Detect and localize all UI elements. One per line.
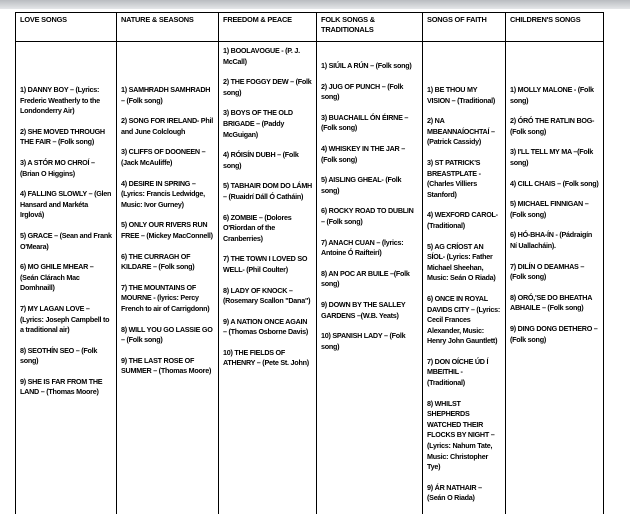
song-item: 8) AN POC AR BUILE –(Folk song) — [321, 269, 418, 290]
song-item: 2) SONG FOR IRELAND- Phil and June Colclough — [121, 116, 214, 137]
song-item: 2) JUG OF PUNCH – (Folk song) — [321, 82, 418, 103]
song-item: 7) MY LAGAN LOVE – (Lyrics: Joseph Campbell to a traditional air) — [20, 304, 112, 336]
header-row — [16, 13, 604, 42]
song-item: 3) I'LL TELL MY MA –(Folk song) — [510, 147, 599, 168]
song-item: 7) DILÍN O DEAMHAS – (Folk song) — [510, 262, 599, 283]
song-item: 6) THE CURRAGH OF KILDARE – (Folk song) — [121, 252, 214, 273]
song-item: 1) SIÚIL A RÚN – (Folk song) — [321, 61, 418, 72]
song-item: 6) ZOMBIE – (Dolores O'Riordan of the Cranberries) — [223, 213, 312, 245]
song-item: 4) RÓISÍN DUBH – (Folk song) — [223, 150, 312, 171]
song-item: 4) CILL CHAIS – (Folk song) — [510, 179, 599, 190]
song-item: 8) SEOTHÍN SEO – (Folk song) — [20, 346, 112, 367]
column-cell — [423, 42, 506, 514]
column-cell — [317, 42, 423, 514]
song-item: 5) ONLY OUR RIVERS RUN FREE – (Mickey MacConnell) — [121, 220, 214, 241]
song-item: 2) ÓRÓ THE RATLIN BOG- (Folk song) — [510, 116, 599, 137]
song-item: 8) ORÓ,'SE DO BHEATHA ABHAILE – (Folk song) — [510, 293, 599, 314]
song-item: 2) SHE MOVED THROUGH THE FAIR – (Folk song) — [20, 127, 112, 148]
song-item: 9) ÁR NATHAIR – (Seán O Riada) — [427, 483, 501, 504]
column-header: SONGS OF FAITH — [423, 13, 506, 42]
column-cell — [117, 42, 219, 514]
song-item: 7) DON OÍCHE ÚD Í MBEITHIL - (Traditional) — [427, 357, 501, 389]
song-item: 9) DOWN BY THE SALLEY GARDENS –(W.B. Yeats) — [321, 300, 418, 321]
song-item: 7) THE TOWN I LOVED SO WELL- (Phil Coulter) — [223, 254, 312, 275]
song-item: 4) WEXFORD CAROL- (Traditional) — [427, 210, 501, 231]
column-cell — [16, 42, 117, 514]
song-item: 4) DESIRE IN SPRING – (Lyrics: Francis Ledwidge, Music: Ivor Gurney) — [121, 179, 214, 211]
song-item: 6) MO GHILE MHEAR – (Seán Clárach Mac Domhnaill) — [20, 262, 112, 294]
song-item: 8) LADY OF KNOCK – (Rosemary Scallon "Dana") — [223, 286, 312, 307]
song-item: 3) BOYS OF THE OLD BRIGADE – (Paddy McGuigan) — [223, 108, 312, 140]
song-item: 1) DANNY BOY – (Lyrics: Frederic Weatherly to the Londonderry Air) — [20, 85, 112, 117]
song-item: 7) THE MOUNTAINS OF MOURNE - (lyrics: Percy French to air of Carrigdonn) — [121, 283, 214, 315]
song-item: 2) NA MBEANNAÍOCHTAÍ – (Patrick Cassidy) — [427, 116, 501, 148]
song-item: 5) TABHAIR DOM DO LÁMH – (Ruaidrí Dáll Ó Catháin) — [223, 181, 312, 202]
song-item: 6) ONCE IN ROYAL DAVIDS CITY – (Lyrics: Cecil Frances Alexander, Music: Henry John Gauntlett) — [427, 294, 501, 347]
song-item: 8) WHILST SHEPHERDS WATCHED THEIR FLOCKS BY NIGHT – (Lyrics: Nahum Tate, Music: Christopher Tye) — [427, 399, 501, 473]
column-cell — [506, 42, 604, 514]
song-item: 8) WILL YOU GO LASSIE GO – (Folk song) — [121, 325, 214, 346]
column-cell — [219, 42, 317, 514]
song-item: 1) SAMHRADH SAMHRADH – (Folk song) — [121, 85, 214, 106]
song-item: 10) SPANISH LADY – (Folk song) — [321, 331, 418, 352]
song-table — [15, 12, 604, 514]
song-item: 6) ROCKY ROAD TO DUBLIN – (Folk song) — [321, 206, 418, 227]
song-item: 3) A STÓR MO CHROÍ – (Brian O Higgins) — [20, 158, 112, 179]
song-item: 9) A NATION ONCE AGAIN – (Thomas Osborne Davis) — [223, 317, 312, 338]
song-item: 9) THE LAST ROSE OF SUMMER – (Thomas Moore) — [121, 356, 214, 377]
song-item: 3) ST PATRICK'S BREASTPLATE - (Charles Villiers Stanford) — [427, 158, 501, 200]
column-header: FREEDOM & PEACE — [219, 13, 317, 42]
song-item: 6) HÓ-BHA-ÍN - (Pádraigín Ní Uallacháin). — [510, 230, 599, 251]
song-item: 3) BUACHAILL ÓN ÉIRNE – (Folk song) — [321, 113, 418, 134]
song-item: 1) BE THOU MY VISION – (Traditional) — [427, 85, 501, 106]
window-top-bar — [0, 0, 630, 9]
song-item: 5) GRACE – (Sean and Frank O'Meara) — [20, 231, 112, 252]
song-item: 5) AG CRÍOST AN SÍOL- (Lyrics: Father Michael Sheehan, Music: Seán O Riada) — [427, 242, 501, 284]
column-header: LOVE SONGS — [16, 13, 117, 42]
song-item: 7) ANACH CUAN – (lyrics: Antoine Ó Raifteirí) — [321, 238, 418, 259]
song-item: 1) MOLLY MALONE - (Folk song) — [510, 85, 599, 106]
column-header: NATURE & SEASONS — [117, 13, 219, 42]
song-item: 2) THE FOGGY DEW – (Folk song) — [223, 77, 312, 98]
songs-row — [16, 42, 604, 514]
song-item: 5) MICHAEL FINNIGAN – (Folk song) — [510, 199, 599, 220]
song-item: 5) AISLING GHEAL- (Folk song) — [321, 175, 418, 196]
song-item: 1) BOOLAVOGUE - (P. J. McCall) — [223, 46, 312, 67]
song-item: 3) CLIFFS OF DOONEEN – (Jack McAuliffe) — [121, 147, 214, 168]
song-item: 4) FALLING SLOWLY – (Glen Hansard and Markéta Irglová) — [20, 189, 112, 221]
column-header: CHILDREN'S SONGS — [506, 13, 604, 42]
song-item: 9) SHE IS FAR FROM THE LAND – (Thomas Moore) — [20, 377, 112, 398]
column-header: FOLK SONGS & TRADITIONALS — [317, 13, 423, 42]
song-item: 10) THE FIELDS OF ATHENRY – (Pete St. John) — [223, 348, 312, 369]
song-item: 4) WHISKEY IN THE JAR – (Folk song) — [321, 144, 418, 165]
song-item: 9) DING DONG DETHERO – (Folk song) — [510, 324, 599, 345]
